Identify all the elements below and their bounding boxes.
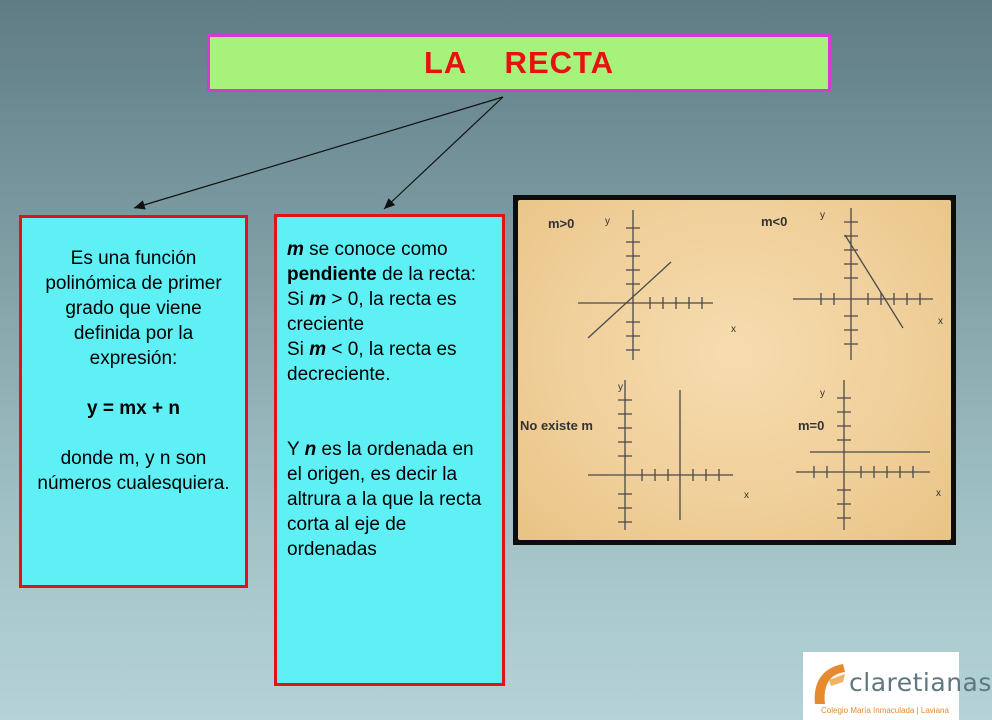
label-zero-slope: m=0 (798, 418, 825, 433)
arrow-to-definition (134, 97, 503, 208)
logo-name: claretianas (849, 668, 992, 697)
axis-y-label: y (605, 216, 610, 227)
slope-box (274, 214, 505, 686)
axis-y-label: y (820, 388, 825, 399)
graph-vertical-line (588, 380, 733, 530)
axis-y-label: y (618, 382, 623, 393)
slope-definition: m se conoce como pendiente de la recta: (287, 239, 477, 285)
graph-positive-slope (578, 210, 713, 360)
definition-box (19, 215, 248, 588)
formula: y = mx + n (87, 398, 180, 419)
definition-note: donde m, y n son números cualesquiera. (37, 448, 230, 494)
arrow-to-slope (384, 97, 503, 209)
logo-mark-icon (811, 660, 847, 708)
page-title: LA RECTA (423, 45, 615, 80)
label-negative-slope: m<0 (761, 214, 788, 229)
axis-x-label: x (938, 316, 943, 327)
axis-x-label: x (936, 488, 941, 499)
intercept-definition: Y n es la ordenada en el origen, es decir la altrura a la que la recta corta al eje de ordenadas (287, 439, 482, 560)
graph-panel-frame (513, 195, 956, 545)
slope-negative: Si m < 0, la recta es decreciente. (287, 339, 457, 385)
axis-y-label: y (820, 210, 825, 221)
axis-x-label: x (744, 490, 749, 501)
school-logo (803, 652, 992, 720)
slope-positive: Si m > 0, la recta es creciente (287, 289, 457, 335)
label-no-slope: No existe m (520, 418, 593, 433)
axis-x-label: x (731, 324, 736, 335)
definition-text: Es una función polinómica de primer grado que viene definida por la expresión: (45, 248, 222, 369)
graph-negative-slope (793, 208, 933, 360)
label-positive-slope: m>0 (548, 216, 575, 231)
graph-horizontal-line (796, 380, 930, 530)
graph-panel (518, 200, 951, 540)
logo-subtitle: Colegio María Inmaculada | Laviana (821, 706, 949, 715)
